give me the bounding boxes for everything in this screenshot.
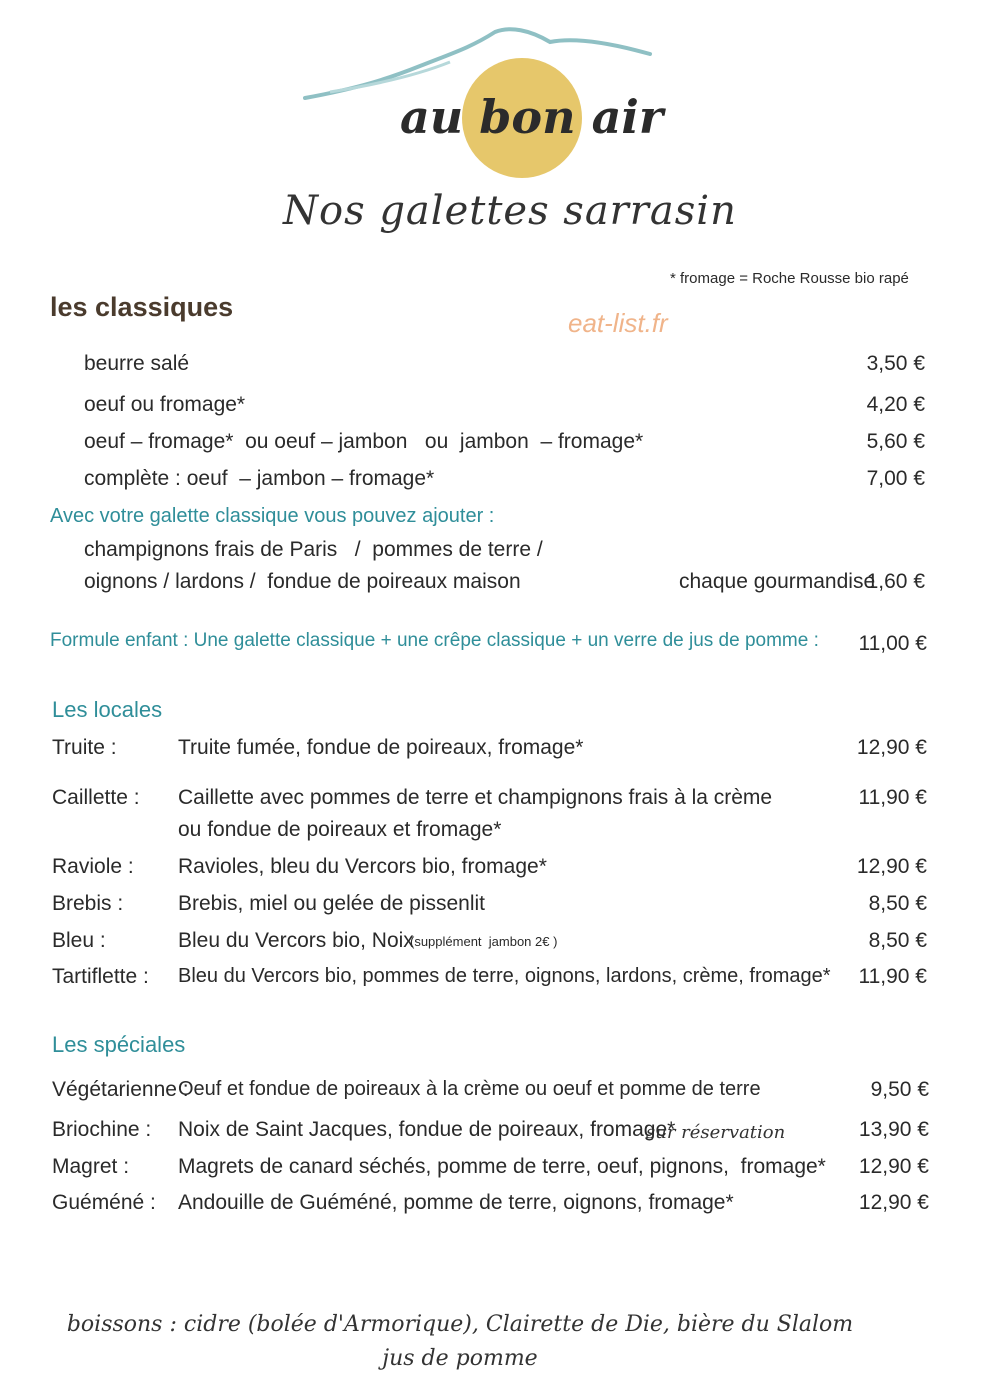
item-name: Caillette : bbox=[52, 786, 140, 809]
item-price: 8,50 € bbox=[868, 892, 927, 915]
logo bbox=[300, 18, 670, 178]
formule-enfant: Formule enfant : Une galette classique + une crêpe classique + un verre de jus de pomme : bbox=[50, 630, 819, 651]
item-desc: Brebis, miel ou gelée de pissenlit bbox=[178, 892, 486, 915]
cheese-footnote: * fromage = Roche Rousse bio rapé bbox=[670, 270, 909, 287]
item-desc: Noix de Saint Jacques, fondue de poireaux, fromage* bbox=[178, 1118, 676, 1141]
item-name: oeuf – fromage* ou oeuf – jambon ou jambon – fromage* bbox=[84, 430, 644, 453]
watermark: eat-list.fr bbox=[568, 308, 668, 338]
item-price: 4,20 € bbox=[866, 393, 925, 416]
addon-label: chaque gourmandise bbox=[679, 570, 876, 593]
item-price: 11,90 € bbox=[858, 786, 927, 809]
item-desc: Ravioles, bleu du Vercors bio, fromage* bbox=[178, 855, 547, 878]
item-name: Brebis : bbox=[52, 892, 124, 915]
item-name: Bleu : bbox=[52, 929, 106, 952]
boissons-line: boissons : cidre (bolée d'Armorique), Clairette de Die, bière du Slalom bbox=[66, 1312, 854, 1337]
item-desc: Caillette avec pommes de terre et champignons frais à la crème bbox=[178, 786, 773, 809]
item-price: 7,00 € bbox=[866, 467, 925, 490]
section-heading-classiques: les classiques bbox=[50, 292, 234, 322]
item-desc: Bleu du Vercors bio, Noix bbox=[178, 929, 414, 952]
boissons-line: jus de pomme bbox=[382, 1346, 538, 1371]
item-price: 12,90 € bbox=[858, 1155, 929, 1178]
addon-price: 1,60 € bbox=[866, 570, 925, 593]
item-name: beurre salé bbox=[84, 352, 190, 375]
item-desc: Andouille de Guéméné, pomme de terre, oignons, fromage* bbox=[178, 1191, 734, 1214]
addon-line: oignons / lardons / fondue de poireaux maison bbox=[84, 570, 521, 593]
item-note: sur réservation bbox=[646, 1122, 786, 1143]
item-note: (supplément jambon 2€ ) bbox=[410, 934, 558, 949]
item-price: 13,90 € bbox=[858, 1118, 929, 1141]
item-name: Végétarienne : bbox=[52, 1078, 189, 1101]
item-name: Briochine : bbox=[52, 1118, 152, 1141]
section-heading-speciales: Les spéciales bbox=[52, 1032, 186, 1057]
item-price: 5,60 € bbox=[866, 430, 925, 453]
item-price: 8,50 € bbox=[868, 929, 927, 952]
item-name: Tartiflette : bbox=[52, 965, 149, 988]
item-name: complète : oeuf – jambon – fromage* bbox=[84, 467, 435, 490]
item-desc: Truite fumée, fondue de poireaux, fromage* bbox=[178, 736, 584, 759]
item-price: 12,90 € bbox=[858, 1191, 929, 1214]
brand-name: au bon air bbox=[400, 90, 664, 144]
item-price: 3,50 € bbox=[866, 352, 925, 375]
page-title: Nos galettes sarrasin bbox=[283, 188, 737, 234]
item-name: Raviole : bbox=[52, 855, 134, 878]
item-price: 12,90 € bbox=[856, 736, 927, 759]
item-price: 9,50 € bbox=[870, 1078, 929, 1101]
item-name: Magret : bbox=[52, 1155, 130, 1178]
item-desc-continued: ou fondue de poireaux et fromage* bbox=[178, 818, 502, 841]
addon-line: champignons frais de Paris / pommes de terre / bbox=[84, 538, 543, 561]
item-desc: Bleu du Vercors bio, pommes de terre, oignons, lardons, crème, fromage* bbox=[178, 965, 831, 987]
item-name: Truite : bbox=[52, 736, 117, 759]
item-name: oeuf ou fromage* bbox=[84, 393, 246, 416]
item-desc: Magrets de canard séchés, pomme de terre, oeuf, pignons, fromage* bbox=[178, 1155, 826, 1178]
addon-heading: Avec votre galette classique vous pouvez ajouter : bbox=[50, 505, 495, 527]
item-desc: Oeuf et fondue de poireaux à la crème ou oeuf et pomme de terre bbox=[178, 1078, 761, 1100]
formule-price: 11,00 € bbox=[858, 632, 927, 655]
item-price: 11,90 € bbox=[858, 965, 927, 988]
item-price: 12,90 € bbox=[856, 855, 927, 878]
section-heading-locales: Les locales bbox=[52, 697, 163, 722]
item-name: Guéméné : bbox=[52, 1191, 156, 1214]
